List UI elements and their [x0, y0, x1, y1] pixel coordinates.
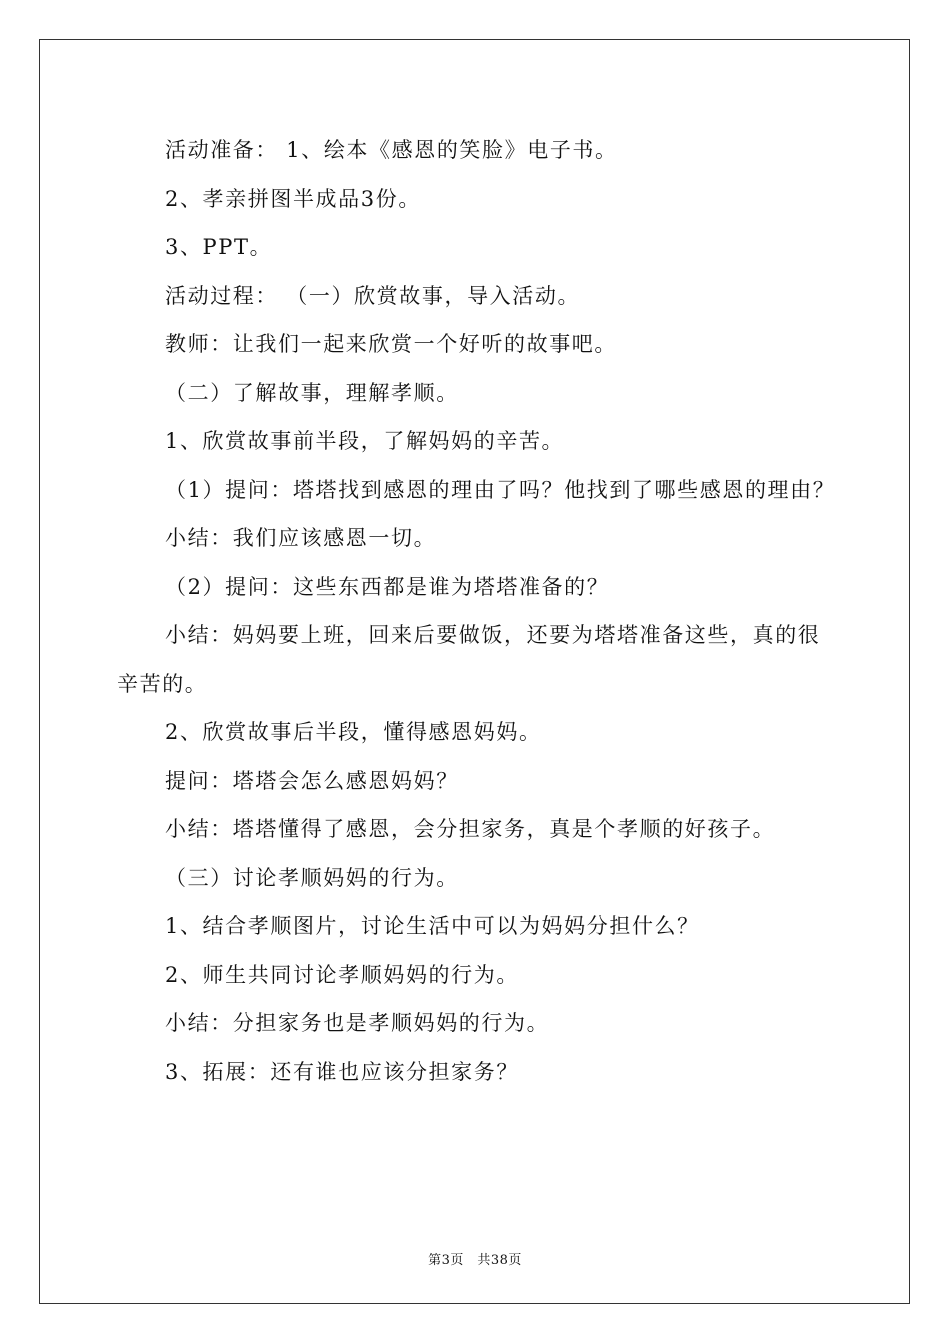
document-body	[117, 126, 837, 1096]
paragraph: 小结：我们应该感恩一切。	[165, 526, 437, 550]
paragraph: 3、PPT。	[165, 235, 273, 259]
paragraph: 小结：塔塔懂得了感恩，会分担家务，真是个孝顺的好孩子。	[165, 817, 776, 841]
paragraph: 2、欣赏故事后半段，懂得感恩妈妈。	[165, 720, 542, 744]
paragraph: 教师：让我们一起来欣赏一个好听的故事吧。	[165, 332, 617, 356]
paragraph: （二）了解故事，理解孝顺。	[165, 380, 459, 405]
paragraph: 1、欣赏故事前半段，了解妈妈的辛苦。	[165, 429, 565, 453]
paragraph: 活动过程： （一）欣赏故事，导入活动。	[165, 283, 581, 308]
paragraph: 小结：分担家务也是孝顺妈妈的行为。	[165, 1011, 550, 1035]
paragraph: 3、拓展：还有谁也应该分担家务？	[165, 1059, 519, 1084]
paragraph: 活动准备： 1、绘本《感恩的笑脸》电子书。	[165, 138, 618, 162]
paragraph: 小结：妈妈要上班，回来后要做饭，还要为塔塔准备这些，真的很辛苦的。	[117, 623, 821, 696]
paragraph: （三）讨论孝顺妈妈的行为。	[165, 865, 459, 890]
paragraph: 1、结合孝顺图片，讨论生活中可以为妈妈分担什么？	[165, 914, 700, 938]
paragraph: 提问：塔塔会怎么感恩妈妈？	[165, 768, 459, 793]
paragraph: 2、师生共同讨论孝顺妈妈的行为。	[165, 962, 519, 987]
paragraph: （2）提问：这些东西都是谁为塔塔准备的？	[165, 574, 610, 599]
page-number-footer: 第3页 共38页	[428, 1253, 522, 1268]
paragraph: （1）提问：塔塔找到感恩的理由了吗？他找到了哪些感恩的理由？	[165, 477, 836, 502]
paragraph: 2、孝亲拼图半成品3份。	[165, 186, 421, 211]
